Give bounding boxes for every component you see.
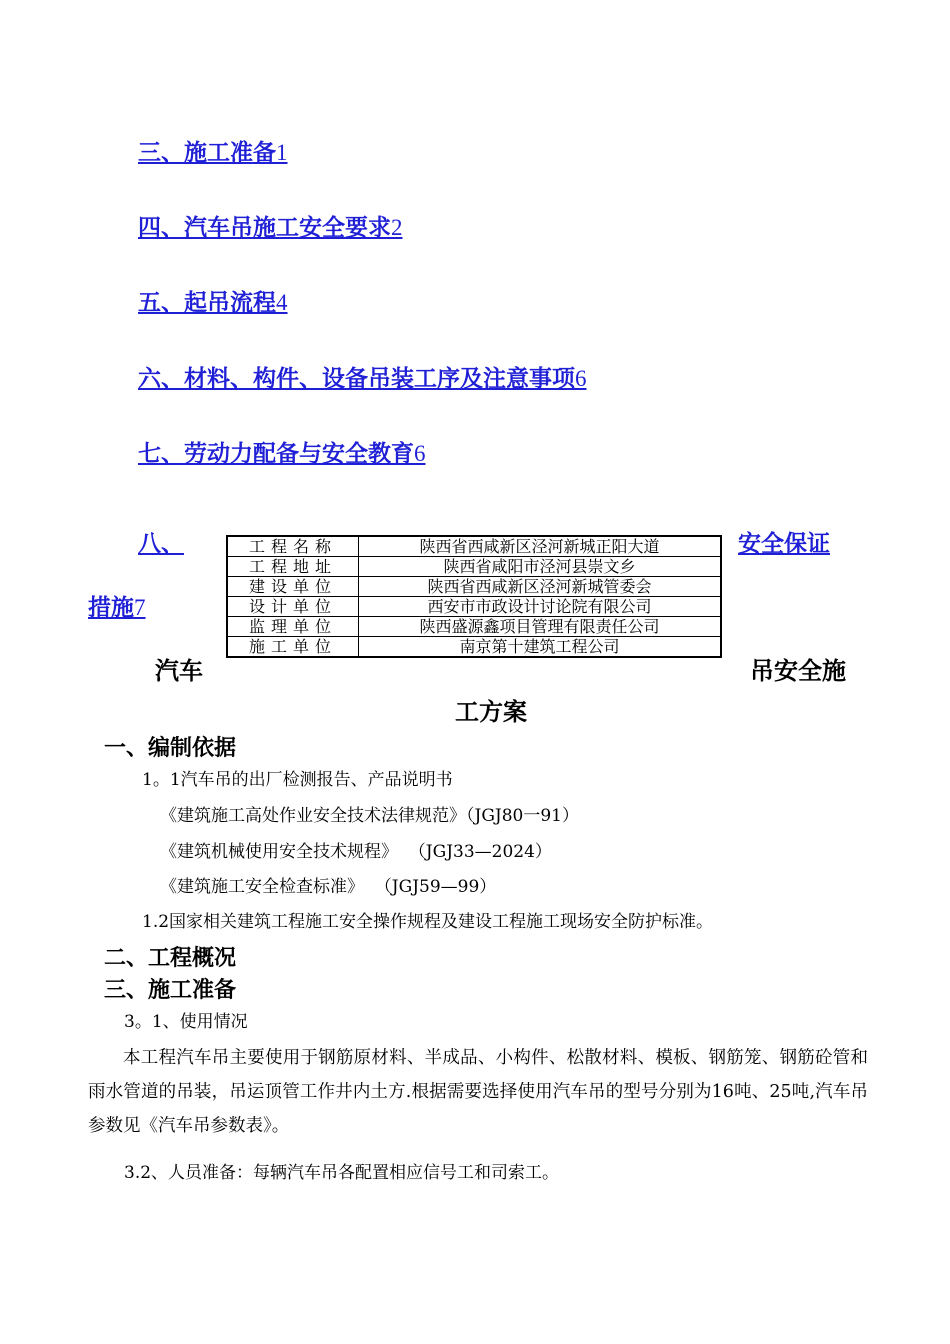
toc-page-number: 7 (134, 595, 146, 620)
section-heading-1: 一、编制依据 (104, 736, 237, 761)
toc-link-4[interactable]: 四、汽车吊施工安全要求2 (138, 215, 403, 241)
table-row (227, 577, 721, 597)
doc-title-part-3: 工方案 (455, 698, 527, 726)
table-value: 西安市市政设计讨论院有限公司 (359, 597, 722, 617)
clause-1-1: 1。1汽车吊的出厂检测报告、产品说明书 (142, 770, 453, 790)
section-heading-3: 三、施工准备 (104, 978, 237, 1003)
section-heading-2: 二、工程概况 (104, 946, 237, 971)
table-key: 工程名称 (227, 536, 359, 557)
table-value: 陕西省西咸新区泾河新城管委会 (359, 577, 722, 597)
reference-1: 《建筑施工高处作业安全技术法律规范》（JGJ80一91） (160, 806, 579, 826)
doc-title-part-2: 吊安全施 (750, 657, 846, 685)
clause-1-2: 1.2国家相关建筑工程施工安全操作规程及建设工程施工现场安全防护标准。 (142, 912, 714, 932)
toc-link-8-part-c[interactable]: 措施7 (88, 595, 146, 621)
toc-link-7[interactable]: 七、劳动力配备与安全教育6 (138, 441, 426, 467)
table-key: 工程地址 (227, 557, 359, 577)
project-info-table (226, 535, 722, 658)
doc-title-part-1: 汽车 (155, 657, 203, 685)
table-key: 设计单位 (227, 597, 359, 617)
toc-page-number: 1 (276, 140, 288, 165)
table-key: 建设单位 (227, 577, 359, 597)
toc-link-8-part-a[interactable]: 八、 (138, 531, 184, 557)
toc-page-number: 6 (575, 366, 587, 391)
toc-page-number: 4 (276, 290, 288, 315)
table-key: 施工单位 (227, 637, 359, 658)
table-row (227, 597, 721, 617)
table-value: 陕西盛源鑫项目管理有限责任公司 (359, 617, 722, 637)
toc-page-number: 2 (391, 215, 403, 240)
toc-link-5[interactable]: 五、起吊流程4 (138, 290, 288, 316)
toc-link-3[interactable]: 三、施工准备1 (138, 140, 288, 166)
table-row (227, 557, 721, 577)
reference-2: 《建筑机械使用安全技术规程》 （JGJ33—2024） (160, 842, 552, 862)
table-row (227, 617, 721, 637)
toc-link-6[interactable]: 六、材料、构件、设备吊装工序及注意事项6 (138, 366, 587, 392)
toc-link-8-part-b[interactable]: 安全保证 (738, 531, 830, 557)
clause-3-2: 3.2、人员准备：每辆汽车吊各配置相应信号工和司索工。 (124, 1163, 560, 1183)
table-key: 监理单位 (227, 617, 359, 637)
table-value: 南京第十建筑工程公司 (359, 637, 722, 658)
clause-3-1: 3。1、使用情况 (124, 1012, 248, 1032)
toc-page-number: 6 (414, 441, 426, 466)
usage-paragraph: 本工程汽车吊主要使用于钢筋原材料、半成品、小构件、松散材料、模板、钢筋笼、钢筋砼管和雨水管道的吊装，吊运顶管工作井内土方.根据需要选择使用汽车吊的型号分别为16吨、25吨,汽车吊参数见《汽车吊参数表》。 (88, 1048, 868, 1136)
reference-3: 《建筑施工安全检查标准》 （JGJ59—99） (160, 877, 497, 897)
table-row (227, 536, 721, 557)
table-row (227, 637, 721, 658)
table-value: 陕西省咸阳市泾河县崇文乡 (359, 557, 722, 577)
table-value: 陕西省西咸新区泾河新城正阳大道 (359, 536, 722, 557)
